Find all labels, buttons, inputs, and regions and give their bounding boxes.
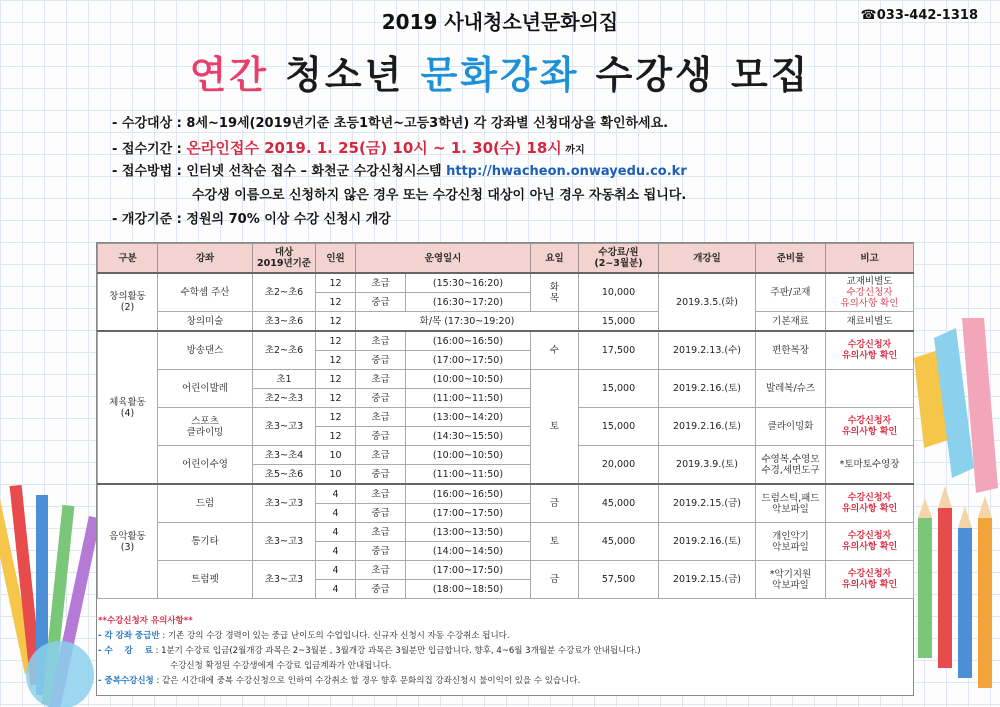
header-subtitle: 2019 사내청소년문화의집 (381, 10, 619, 34)
time-cell: (16:30~17:20) (406, 293, 531, 312)
materials-cell: 수영복,수영모 수경,세면도구 (756, 446, 826, 485)
start-date-cell: 2019.3.5.(화) (659, 273, 756, 331)
level-cell: 초급 (356, 273, 406, 293)
note-intermediate: - 각 강좌 중급반 : 기존 강의 수강 경력이 있는 중급 난이도의 수업입니다. 신규자 신청시 자동 수강취소 됩니다. (98, 631, 510, 641)
info-target: - 수강대상 : 8세~19세(2019년기준 초등1학년~고등3학년) 각 강좌별 신청대상을 확인하세요. (112, 116, 669, 131)
capacity-cell: 12 (316, 427, 356, 446)
time-cell: (16:00~16:50) (406, 331, 531, 351)
period-suffix: 까지 (561, 145, 585, 156)
capacity-cell: 12 (316, 273, 356, 293)
header-schedule: 운영일시 (356, 244, 531, 274)
remarks-cell: 재료비별도 (826, 312, 914, 332)
table-row (98, 561, 914, 580)
info-open-criteria: - 개강기준 : 정원의 70% 이상 수강 신청시 개강 (112, 212, 391, 227)
capacity-cell: 12 (316, 331, 356, 351)
start-date-cell: 2019.2.15.(금) (659, 561, 756, 599)
materials-cell: 편한복장 (756, 331, 826, 370)
materials-cell: 발레복/슈즈 (756, 370, 826, 408)
title-youth: 청소년 (285, 53, 405, 97)
course-cell: 스포츠 클라이밍 (158, 408, 253, 446)
capacity-cell: 12 (316, 293, 356, 312)
fee-cell: 17,500 (579, 331, 659, 370)
materials-cell: 드럼스틱,패드 악보파일 (756, 484, 826, 523)
capacity-cell: 4 (316, 580, 356, 599)
time-cell: (11:00~11:50) (406, 389, 531, 408)
materials-cell: 주판/교재 (756, 273, 826, 312)
capacity-cell: 12 (316, 312, 356, 332)
time-cell: (10:00~10:50) (406, 446, 531, 465)
time-cell: (10:00~10:50) (406, 370, 531, 389)
table-row (98, 446, 914, 465)
level-cell: 중급 (356, 427, 406, 446)
course-cell: 트럼펫 (158, 561, 253, 599)
remarks-cell: 수강신청자 유의사항 확인 (826, 408, 914, 446)
header-target: 대상 2019년기준 (253, 244, 316, 274)
target-cell: 초5~초6 (253, 465, 316, 485)
target-cell: 초2~초6 (253, 331, 316, 370)
capacity-cell: 4 (316, 484, 356, 504)
header-start-date: 개강일 (659, 244, 756, 274)
table-row (98, 370, 914, 389)
title-culture-course: 문화강좌 (420, 53, 580, 97)
main-title (0, 44, 1000, 99)
period-value: 온라인접수 2019. 1. 25(금) 10시 ~ 1. 30(수) 18시 (186, 139, 562, 157)
day-cell: 토 (531, 370, 579, 485)
course-cell: 방송댄스 (158, 331, 253, 370)
level-cell: 초급 (356, 331, 406, 351)
fee-cell: 20,000 (579, 446, 659, 485)
capacity-cell: 4 (316, 523, 356, 542)
capacity-cell: 12 (316, 370, 356, 389)
fee-cell: 15,000 (579, 370, 659, 408)
fee-cell: 45,000 (579, 484, 659, 523)
fee-cell: 15,000 (579, 312, 659, 332)
remarks-cell: 수강신청자 유의사항 확인 (826, 523, 914, 561)
remarks-cell: 수강신청자 유의사항 확인 (826, 561, 914, 599)
remarks-cell: 수강신청자 유의사항 확인 (826, 484, 914, 523)
signup-link[interactable]: http://hwacheon.onwayedu.co.kr (446, 164, 687, 179)
fee-cell: 10,000 (579, 273, 659, 312)
fee-cell: 45,000 (579, 523, 659, 561)
header-capacity: 인원 (316, 244, 356, 274)
course-cell: 통기타 (158, 523, 253, 561)
title-recruit: 수강생 모집 (595, 53, 811, 97)
remarks-cell (826, 370, 914, 408)
capacity-cell: 4 (316, 504, 356, 523)
capacity-cell: 4 (316, 561, 356, 580)
header-materials: 준비물 (756, 244, 826, 274)
time-cell: 화/목 (17:30~19:20) (356, 312, 579, 332)
target-cell: 초1 (253, 370, 316, 389)
info-period (112, 136, 812, 160)
pencils-decoration-right (904, 318, 1000, 707)
course-cell: 드럼 (158, 484, 253, 523)
time-cell: (11:00~11:50) (406, 465, 531, 485)
table-row (98, 408, 914, 427)
start-date-cell: 2019.2.13.(수) (659, 331, 756, 370)
materials-cell: 클라이밍화 (756, 408, 826, 446)
level-cell: 중급 (356, 504, 406, 523)
note-fee: - 수 강 료 : 1분기 수강료 입금(2월개강 과목은 2~3월분 , 3월개강 과목은 3월분만 입금합니다. 향후, 4~6월 3개월분 수강료가 안내됩니다.) (98, 646, 641, 656)
day-cell: 금 (531, 484, 579, 523)
capacity-cell: 4 (316, 542, 356, 561)
target-cell: 초3~초6 (253, 312, 316, 332)
category-cell: 음악활동 (3) (98, 484, 158, 599)
day-cell: 수 (531, 331, 579, 370)
info-block (112, 112, 812, 232)
start-date-cell: 2019.2.16.(토) (659, 523, 756, 561)
fee-cell: 15,000 (579, 408, 659, 446)
header-category: 구분 (98, 244, 158, 274)
remarks-cell: *토마토수영장 (826, 446, 914, 485)
level-cell: 중급 (356, 293, 406, 312)
level-cell: 초급 (356, 523, 406, 542)
time-cell: (14:00~14:50) (406, 542, 531, 561)
course-cell: 수학셈 주산 (158, 273, 253, 312)
materials-cell: 개인악기 악보파일 (756, 523, 826, 561)
schedule-table (97, 243, 914, 599)
level-cell: 초급 (356, 561, 406, 580)
level-cell: 초급 (356, 408, 406, 427)
time-cell: (17:00~17:50) (406, 504, 531, 523)
time-cell: (17:00~17:50) (406, 561, 531, 580)
level-cell: 중급 (356, 542, 406, 561)
start-date-cell: 2019.2.16.(토) (659, 408, 756, 446)
header-remarks: 비고 (826, 244, 914, 274)
table-row (98, 484, 914, 504)
time-cell: (14:30~15:50) (406, 427, 531, 446)
course-cell: 어린이수영 (158, 446, 253, 485)
target-cell: 초3~고3 (253, 561, 316, 599)
table-row (98, 312, 914, 332)
capacity-cell: 12 (316, 408, 356, 427)
remarks-cell: 수강신청자 유의사항 확인 (826, 331, 914, 370)
table-row (98, 523, 914, 542)
day-cell: 화 목 (531, 273, 579, 312)
time-cell: (18:00~18:50) (406, 580, 531, 599)
header-course: 강좌 (158, 244, 253, 274)
note-duplicate: - 중복수강신청 : 같은 시간대에 중복 수강신청으로 인하여 수강취소 할 경우 향후 문화의집 강좌신청시 불이익이 있을 수 있습니다. (98, 676, 581, 686)
period-label: - 접수기간 : (112, 142, 187, 157)
start-date-cell: 2019.2.16.(토) (659, 370, 756, 408)
course-cell: 창의미술 (158, 312, 253, 332)
target-cell: 초3~고3 (253, 408, 316, 446)
category-cell: 창의활동 (2) (98, 273, 158, 331)
start-date-cell: 2019.3.9.(토) (659, 446, 756, 485)
remarks-cell: 교재비별도 수강신청자 유의사항 확인 (826, 273, 914, 312)
capacity-cell: 12 (316, 351, 356, 370)
level-cell: 초급 (356, 446, 406, 465)
time-cell: (16:00~16:50) (406, 484, 531, 504)
materials-cell: *악기지원 악보파일 (756, 561, 826, 599)
table-row (98, 331, 914, 351)
target-cell: 초2~초6 (253, 273, 316, 312)
header-fee: 수강료/원 (2~3월분) (579, 244, 659, 274)
start-date-cell: 2019.2.15.(금) (659, 484, 756, 523)
method-label: - 접수방법 : 인터넷 선착순 접수 – 화천군 수강신청시스템 (112, 164, 447, 179)
level-cell: 초급 (356, 484, 406, 504)
materials-cell: 기본재료 (756, 312, 826, 332)
notes-block (98, 614, 898, 689)
level-cell: 중급 (356, 351, 406, 370)
level-cell: 중급 (356, 389, 406, 408)
level-cell: 중급 (356, 580, 406, 599)
info-method-note: 수강생 이름으로 신청하지 않은 경우 또는 수강신청 대상이 아닌 경우 자동취소 됩니다. (192, 188, 687, 203)
time-cell: (15:30~16:20) (406, 273, 531, 293)
time-cell: (13:00~13:50) (406, 523, 531, 542)
capacity-cell: 10 (316, 465, 356, 485)
note-fee-account: 수강신청 확정된 수강생에게 수강료 입금계좌가 안내됩니다. (170, 661, 392, 671)
category-cell: 체육활동 (4) (98, 331, 158, 484)
capacity-cell: 12 (316, 389, 356, 408)
target-cell: 초2~초3 (253, 389, 316, 408)
level-cell: 중급 (356, 465, 406, 485)
info-method (112, 160, 812, 184)
level-cell: 초급 (356, 370, 406, 389)
target-cell: 초3~고3 (253, 523, 316, 561)
table-header-row (98, 244, 914, 274)
fee-cell: 57,500 (579, 561, 659, 599)
time-cell: (17:00~17:50) (406, 351, 531, 370)
course-cell: 어린이발레 (158, 370, 253, 408)
table-row (98, 273, 914, 293)
pencils-decoration-left (0, 445, 96, 707)
time-cell: (13:00~14:20) (406, 408, 531, 427)
target-cell: 초3~초4 (253, 446, 316, 465)
day-cell: 금 (531, 561, 579, 599)
day-cell: 토 (531, 523, 579, 561)
title-annual: 연간 (189, 53, 269, 97)
capacity-cell: 10 (316, 446, 356, 465)
header-day: 요일 (531, 244, 579, 274)
phone-number: ☎033-442-1318 (860, 8, 978, 23)
notes-header: **수강신청자 유의사항** (98, 616, 193, 626)
target-cell: 초3~고3 (253, 484, 316, 523)
